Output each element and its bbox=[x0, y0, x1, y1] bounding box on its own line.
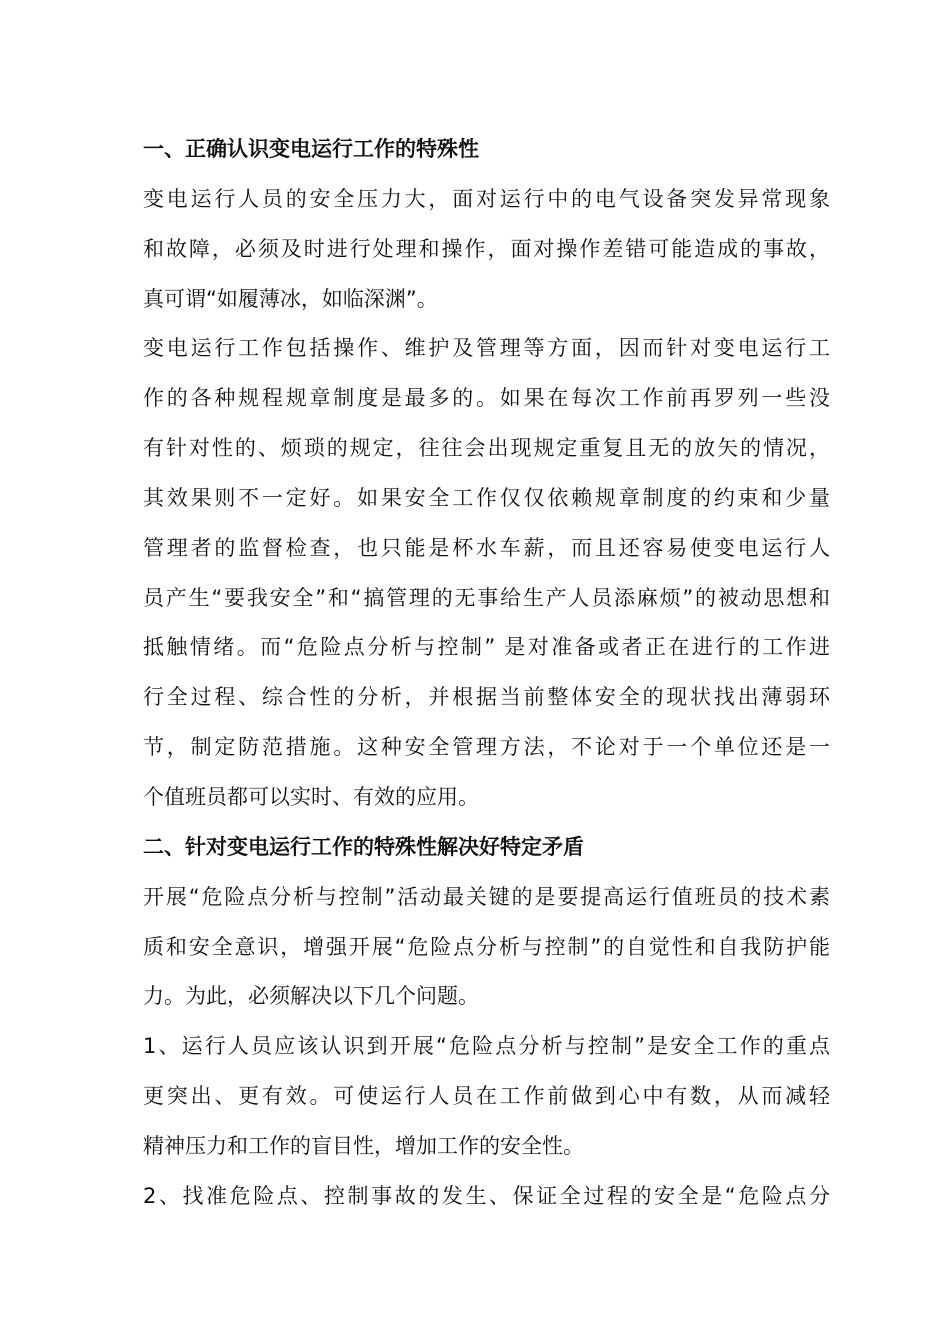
text-line: 精神压力和工作的盲目性，增加工作的安全性。 bbox=[143, 1133, 584, 1158]
paragraph bbox=[143, 873, 830, 1023]
text-line: 作的各种规程规章制度是最多的。如果在每次工作前再罗列一些没 bbox=[143, 386, 830, 411]
text-line: 质和安全意识，增强开展“危险点分析与控制”的自觉性和自我防护能 bbox=[143, 934, 830, 959]
text-line: 抵触情绪。而“危险点分析与控制” 是对准备或者正在进行的工作进 bbox=[143, 635, 830, 660]
section-heading: 二、针对变电运行工作的特殊性解决好特定矛盾 bbox=[143, 834, 584, 859]
paragraph bbox=[143, 175, 830, 325]
text-line: 开展“危险点分析与控制”活动最关键的是要提高运行值班员的技术素 bbox=[143, 884, 830, 909]
paragraph bbox=[143, 324, 830, 822]
text-line: 个值班员都可以实时、有效的应用。 bbox=[143, 784, 479, 809]
text-line: 员产生“要我安全”和“搞管理的无事给生产人员添麻烦”的被动思想和 bbox=[143, 585, 830, 610]
text-line: 有针对性的、烦琐的规定，往往会出现规定重复且无的放矢的情况， bbox=[143, 436, 830, 461]
paragraph bbox=[143, 1172, 830, 1222]
text-line: 力。为此，必须解决以下几个问题。 bbox=[143, 984, 479, 1009]
text-line: 2、找准危险点、控制事故的发生、保证全过程的安全是“危险点分 bbox=[143, 1183, 830, 1208]
text-line: 行全过程、综合性的分析，并根据当前整体安全的现状找出薄弱环 bbox=[143, 685, 830, 710]
text-line: 管理者的监督检查，也只能是杯水车薪，而且还容易使变电运行人 bbox=[143, 535, 830, 560]
text-line: 和故障，必须及时进行处理和操作，面对操作差错可能造成的事故， bbox=[143, 236, 830, 261]
text-line: 更突出、更有效。可使运行人员在工作前做到心中有数，从而减轻 bbox=[143, 1084, 830, 1109]
paragraph bbox=[143, 1022, 830, 1172]
text-line: 其效果则不一定好。如果安全工作仅仅依赖规章制度的约束和少量 bbox=[143, 485, 830, 510]
text-line: 变电运行工作包括操作、维护及管理等方面，因而针对变电运行工 bbox=[143, 336, 830, 361]
text-line: 变电运行人员的安全压力大，面对运行中的电气设备突发异常现象 bbox=[143, 186, 830, 211]
document-body bbox=[143, 125, 830, 1222]
text-line: 节，制定防范措施。这种安全管理方法，不论对于一个单位还是一 bbox=[143, 735, 830, 760]
text-line: 真可谓“如履薄冰，如临深渊”。 bbox=[143, 286, 438, 311]
section-heading: 一、正确认识变电运行工作的特殊性 bbox=[143, 137, 479, 161]
text-line: 1、运行人员应该认识到开展“危险点分析与控制”是安全工作的重点 bbox=[143, 1034, 830, 1059]
